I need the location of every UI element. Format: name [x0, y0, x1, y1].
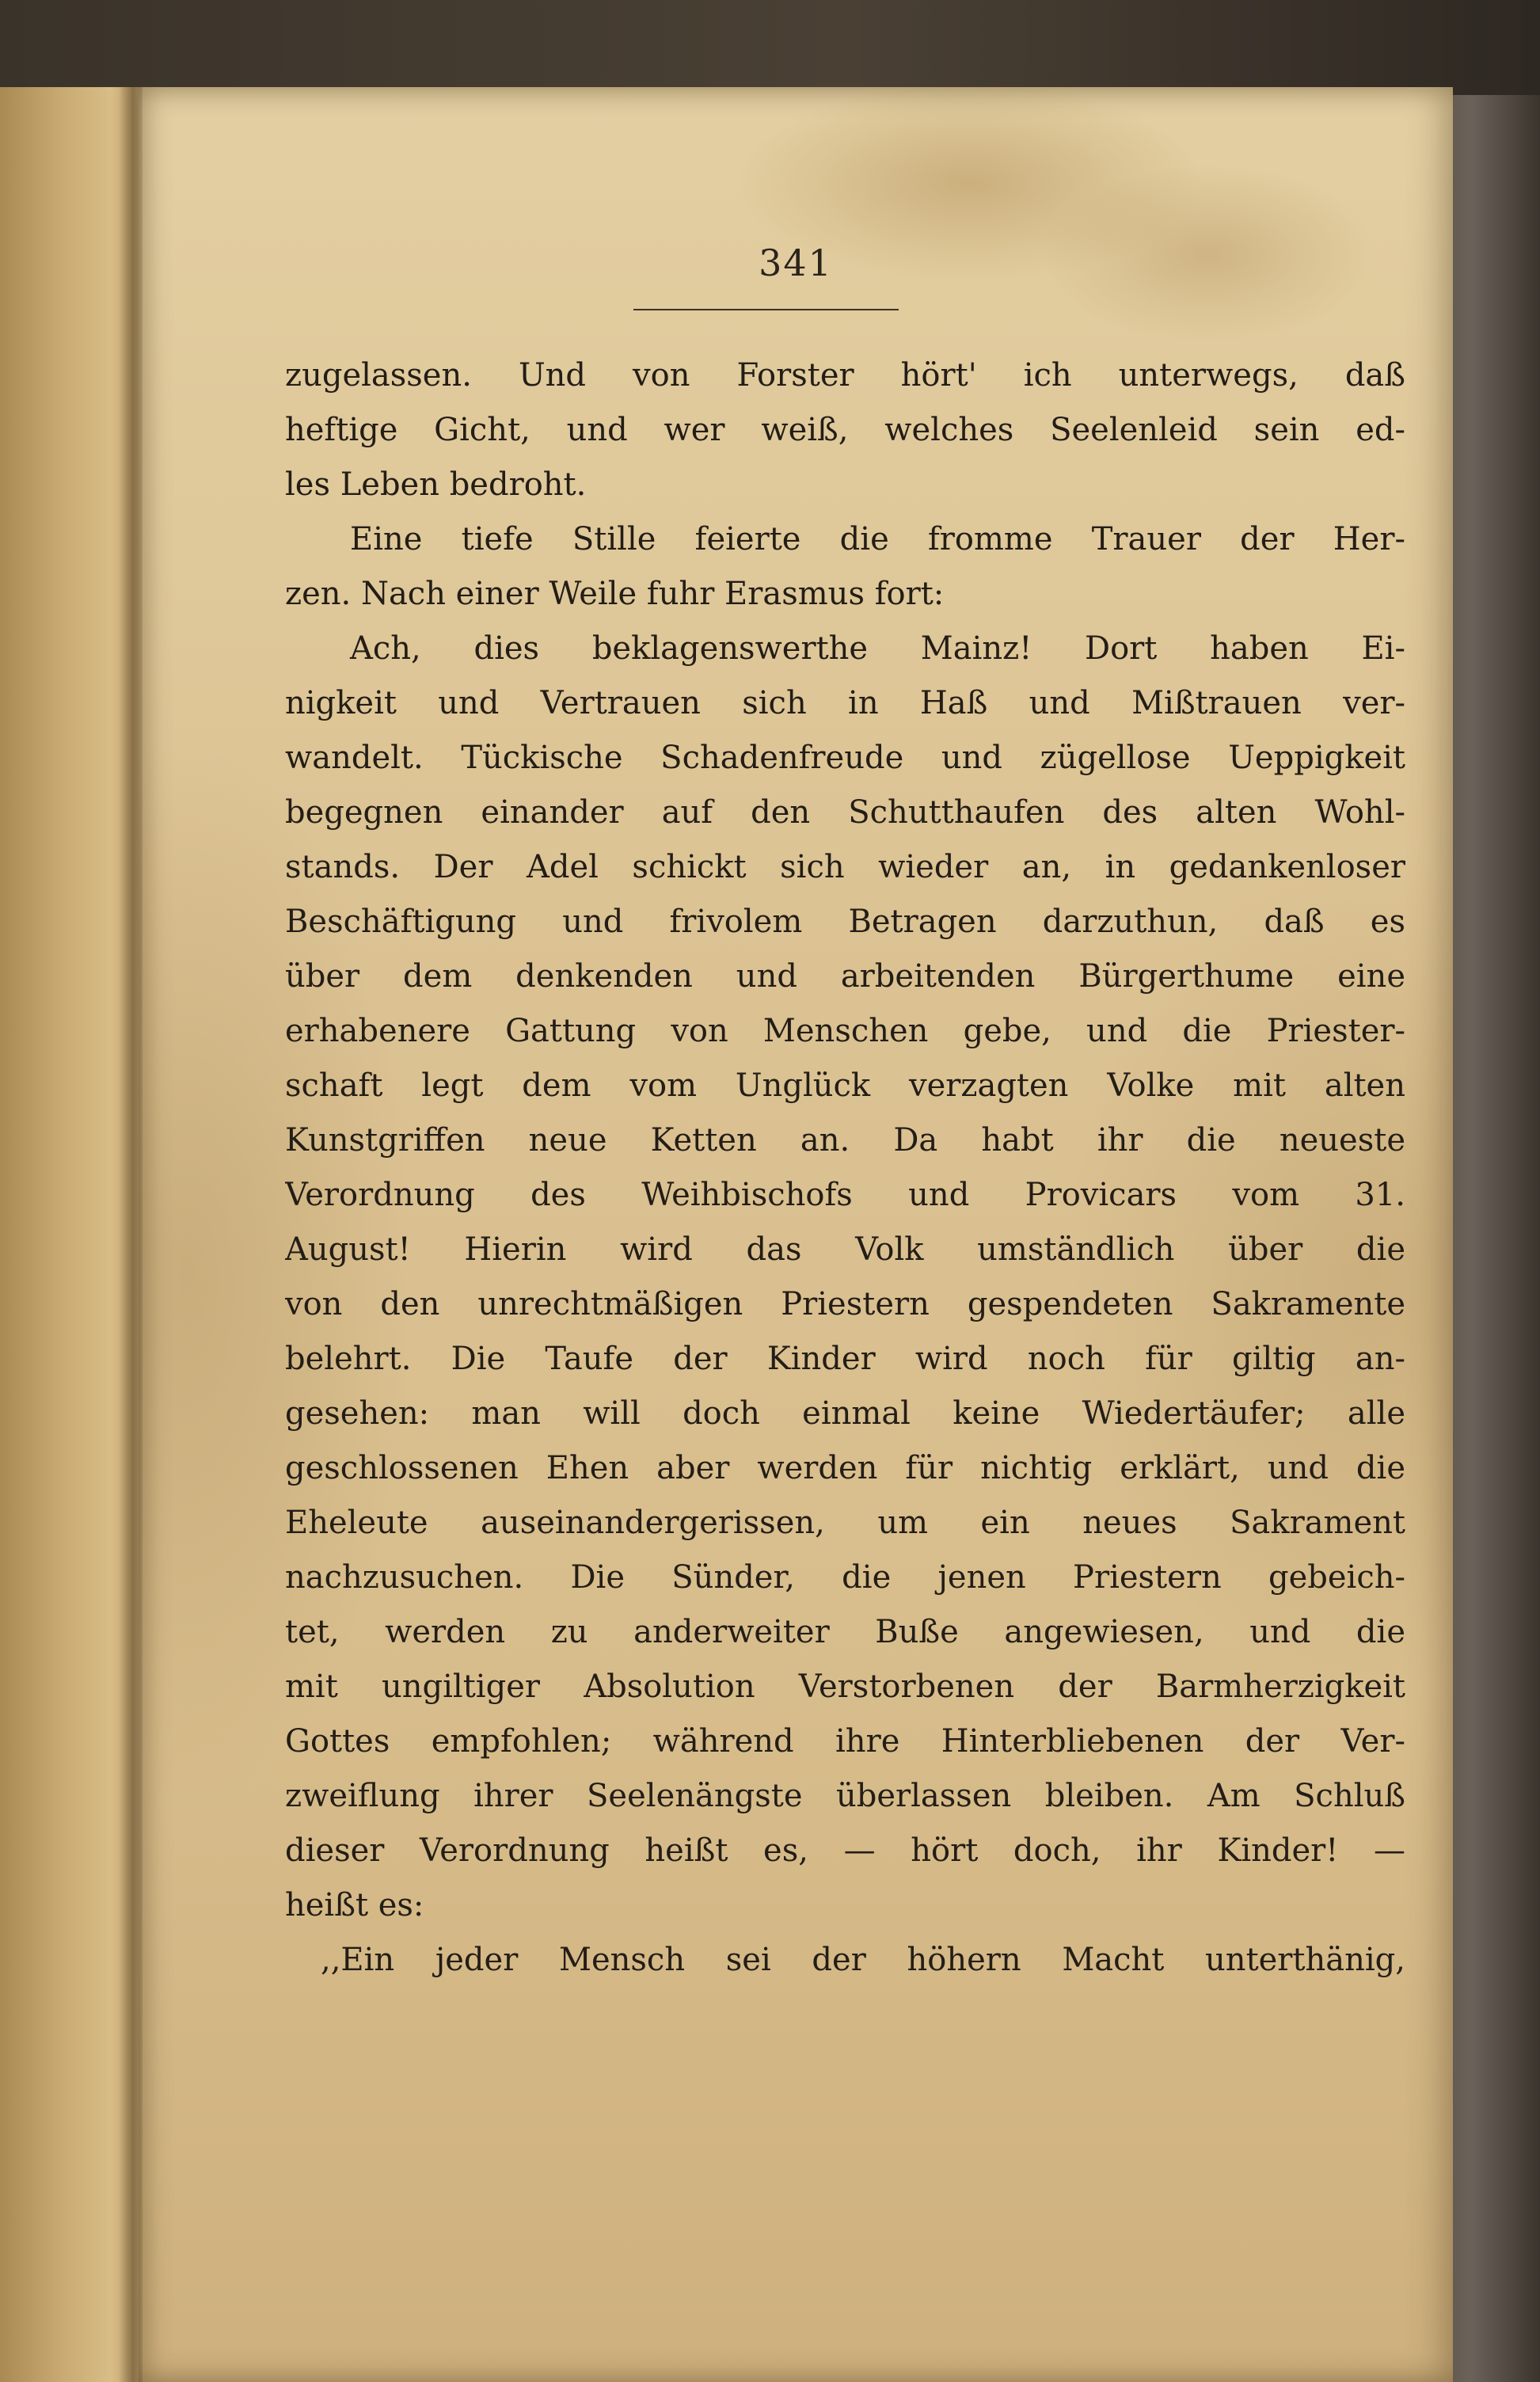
text-line: nigkeit und Vertrauen sich in Haß und Mißtrauen ver-: [285, 685, 1405, 721]
text-line: über dem denkenden und arbeitenden Bürgerthume eine: [285, 958, 1405, 995]
text-line: Kunstgriffen neue Ketten an. Da habt ihr die neueste: [285, 1122, 1405, 1159]
text-line: gesehen: man will doch einmal keine Wiedertäufer; alle: [285, 1395, 1405, 1432]
text-line: tet, werden zu anderweiter Buße angewiesen, und die: [285, 1614, 1405, 1650]
text-line: mit ungiltiger Absolution Verstorbenen der Barmherzigkeit: [285, 1669, 1405, 1705]
text-line: dieser Verordnung heißt es, — hört doch, ihr Kinder! —: [285, 1832, 1405, 1869]
text-line: heftige Gicht, und wer weiß, welches Seelenleid sein ed-: [285, 412, 1405, 448]
facing-page-edge: [0, 87, 139, 2382]
text-line: Gottes empfohlen; während ihre Hinterbliebenen der Ver-: [285, 1723, 1405, 1760]
text-line: schaft legt dem vom Unglück verzagten Volke mit alten: [285, 1067, 1405, 1104]
text-line: Verordnung des Weihbischofs und Provicars vom 31.: [285, 1177, 1405, 1213]
text-line: zweiflung ihrer Seelenängste überlassen bleiben. Am Schluß: [285, 1778, 1405, 1814]
text-line: von den unrechtmäßigen Priestern gespendeten Sakramente: [285, 1286, 1405, 1322]
text-line: ,,Ein jeder Mensch sei der höhern Macht unterthänig,: [321, 1942, 1405, 1978]
text-line: geschlossenen Ehen aber werden für nichtig erklärt, und die: [285, 1450, 1405, 1486]
header-rule: [633, 309, 899, 310]
text-line: Beschäftigung und frivolem Betragen darzuthun, daß es: [285, 904, 1405, 940]
text-line: erhabenere Gattung von Menschen gebe, und die Priester-: [285, 1013, 1405, 1049]
text-line: stands. Der Adel schickt sich wieder an, in gedankenloser: [285, 849, 1405, 885]
text-line: zugelassen. Und von Forster hört' ich unterwegs, daß: [285, 357, 1405, 394]
text-line: belehrt. Die Taufe der Kinder wird noch für giltig an-: [285, 1341, 1405, 1377]
text-line: heißt es:: [285, 1887, 424, 1923]
text-line: wandelt. Tückische Schadenfreude und zügellose Ueppigkeit: [285, 740, 1405, 776]
body-text: [285, 348, 1405, 1988]
text-line: nachzusuchen. Die Sünder, die jenen Priestern gebeich-: [285, 1559, 1405, 1596]
page-number: 341: [759, 242, 833, 284]
text-line: zen. Nach einer Weile fuhr Erasmus fort:: [285, 576, 945, 612]
text-line: Ach, dies beklagenswerthe Mainz! Dort haben Ei-: [350, 630, 1405, 667]
text-line: les Leben bedroht.: [285, 466, 587, 503]
text-line: Eine tiefe Stille feierte die fromme Trauer der Her-: [350, 521, 1405, 557]
book-page: [139, 87, 1453, 2382]
text-line: Eheleute auseinandergerissen, um ein neues Sakrament: [285, 1505, 1405, 1541]
text-line: begegnen einander auf den Schutthaufen des alten Wohl-: [285, 794, 1405, 831]
text-line: August! Hierin wird das Volk umständlich über die: [285, 1231, 1405, 1268]
page-gutter-shadow: [119, 87, 143, 2382]
